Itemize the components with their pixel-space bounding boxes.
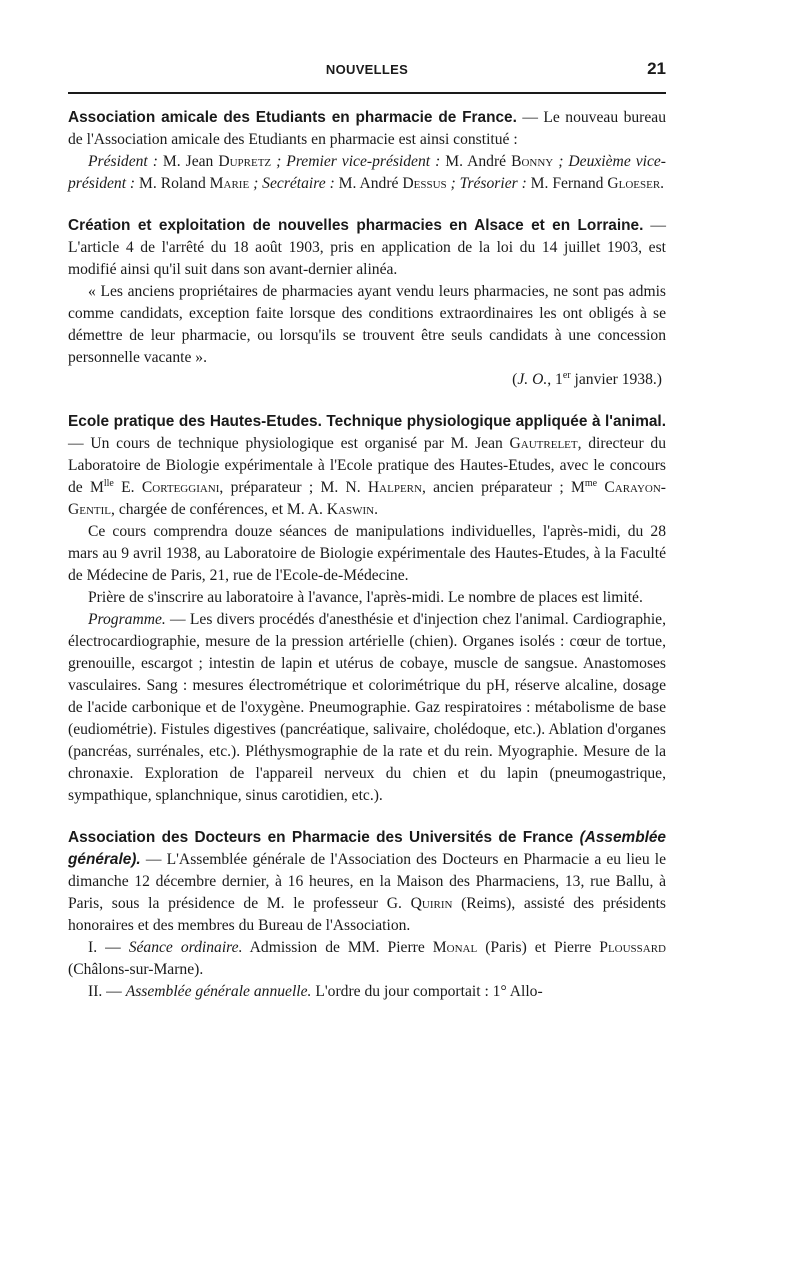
person-name: Dupretz bbox=[218, 153, 272, 170]
section-heading-subtitle: (Assemblée générale). bbox=[68, 829, 666, 868]
section-association-amicale: Association amicale des Etudiants en pharmacie de France. — Le nouveau bureau de l'Association amicale des Etudiants en pharmacie est ainsi constitué : bbox=[68, 109, 667, 148]
section-heading: Ecole pratique des Hautes-Etudes. Technique physiologique appliquée à l'animal. bbox=[68, 413, 666, 430]
paragraph-text: L'article 4 de l'arrêté du 18 août 1903, pris en application de la loi du 14 juillet 1903, est modifié ainsi qu'il suit dans son avant-dernier alinéa. bbox=[68, 239, 666, 278]
course-programme: Programme. — Les divers procédés d'anesthésie et d'injection chez l'animal. Cardiographie, électrocardiographie, mesure de la pression artérielle (chien). Organes isolés : cœur de tortue, grenouille, escargot ; intestin de lapin et utérus de cobaye, muscle de sangsue. Anastomoses vasculaires. Sang : mesures électrométrique et colorimétrique du pH, réserve alcaline, dosage de l'acide carbonique et de l'oxygène. Pneumographie. Gaz respiratoires : métabolisme de base (eudiométrie). Fistules digestives (pancréatique, salivaire, cholédoque, etc.). Ablation d'organes (pancréas, surrénales, etc.). Pléthysmographie de la rate et du rein. Myographie. Mesure de la chronaxie. Exploration de l'appareil nerveux du chien et du lapin (pneumogastrique, sympathique, splanchnique, sinus carotidien, etc.). bbox=[68, 611, 666, 804]
header-rule bbox=[68, 92, 666, 94]
running-head bbox=[68, 60, 666, 84]
section-nouvelles-pharmacies: Création et exploitation de nouvelles pharmacies en Alsace et en Lorraine. — L'article 4 de l'arrêté du 18 août 1903, pris en application de la loi du 14 juillet 1903, est modifié ainsi qu'il suit dans son avant-dernier alinéa. bbox=[68, 217, 666, 278]
person-name: Gloeser bbox=[607, 175, 661, 192]
section-heading: Création et exploitation de nouvelles pharmacies en Alsace et en Lorraine. bbox=[68, 217, 644, 234]
person-name: Dessus bbox=[402, 175, 447, 192]
person-name: Gautrelet bbox=[509, 435, 578, 452]
section-docteurs-pharmacie: Association des Docteurs en Pharmacie des Universités de France (Assemblée générale). — L'Assemblée générale de l'Association des Docteurs en Pharmacie a eu lieu le dimanche 12 décembre dernier, à 16 heures, en la Maison des Pharmaciens, 13, rue Ballu, à Paris, sous la présidence de M. le professeur G. Quirin (Reims), assisté des présidents honoraires et des membres du Bureau de l'Association. bbox=[68, 829, 667, 934]
person-name: Ploussard bbox=[599, 939, 667, 956]
source-citation: (J. O., 1er janvier 1938.) bbox=[512, 369, 662, 388]
quoted-article: « Les anciens propriétaires de pharmacies ayant vendu leurs pharmacies, ne sont pas admis comme candidats, exception faite lorsque des conditions extraordinaires les ont obligés à se démettre de leur pharmacie, ou lorsqu'ils se trouvent être seuls candidats à une concession personnelle vacante ». bbox=[68, 283, 666, 366]
article-body bbox=[68, 107, 666, 1003]
person-name: Kaswin bbox=[326, 501, 375, 518]
bureau-members: Président : M. Jean Dupretz ; Premier vice-président : M. André Bonny ; Deuxième vice-président : M. Roland Marie ; Secrétaire : M. André Dessus ; Trésorier : M. Fernand Gloeser. bbox=[68, 153, 667, 192]
course-schedule: Ce cours comprendra douze séances de manipulations individuelles, l'après-midi, du 28 mars au 9 avril 1938, au Laboratoire de Biologie expérimentale des Hautes-Etudes, à la Faculté de Médecine de Paris, 21, rue de l'Ecole-de-Médecine. bbox=[68, 523, 666, 584]
section-heading: Association amicale des Etudiants en pharmacie de France. bbox=[68, 109, 517, 126]
paragraph-text: Le nouveau bureau de l'Association amicale des Etudiants en pharmacie est ainsi constitué : bbox=[68, 109, 667, 148]
running-title: NOUVELLES bbox=[325, 62, 409, 77]
assemblee-annuelle: II. — Assemblée générale annuelle. L'ordre du jour comportait : 1° Allo- bbox=[88, 983, 543, 1000]
person-name: Monal bbox=[432, 939, 478, 956]
person-name: Carayon-Gentil bbox=[68, 479, 666, 518]
page-number: 21 bbox=[647, 59, 666, 78]
section-heading: Association des Docteurs en Pharmacie des Universités de France bbox=[68, 829, 580, 846]
person-name: Marie bbox=[209, 175, 250, 192]
person-name: Bonny bbox=[511, 153, 554, 170]
person-name: Corteggiani bbox=[141, 479, 220, 496]
registration-note: Prière de s'inscrire au laboratoire à l'avance, l'après-midi. Le nombre de places est limité. bbox=[88, 589, 643, 606]
section-ecole-pratique: Ecole pratique des Hautes-Etudes. Technique physiologique appliquée à l'animal. — Un cours de technique physiologique est organisé par M. Jean Gautrelet, directeur du Laboratoire de Biologie expérimentale à l'Ecole pratique des Hautes-Etudes, avec le concours de $M^{lle}$ E. Corteggiani, préparateur ; M. N. Halpern, ancien préparateur ; $M^{me}$ Carayon-Gentil, chargée de conférences, et M. A. Kaswin. bbox=[68, 413, 667, 518]
seance-ordinaire: I. — Séance ordinaire. Admission de MM. Pierre Monal (Paris) et Pierre Ploussard (Châlons-sur-Marne). bbox=[68, 939, 667, 978]
person-name: Quirin bbox=[410, 895, 453, 912]
person-name: Halpern bbox=[367, 479, 422, 496]
